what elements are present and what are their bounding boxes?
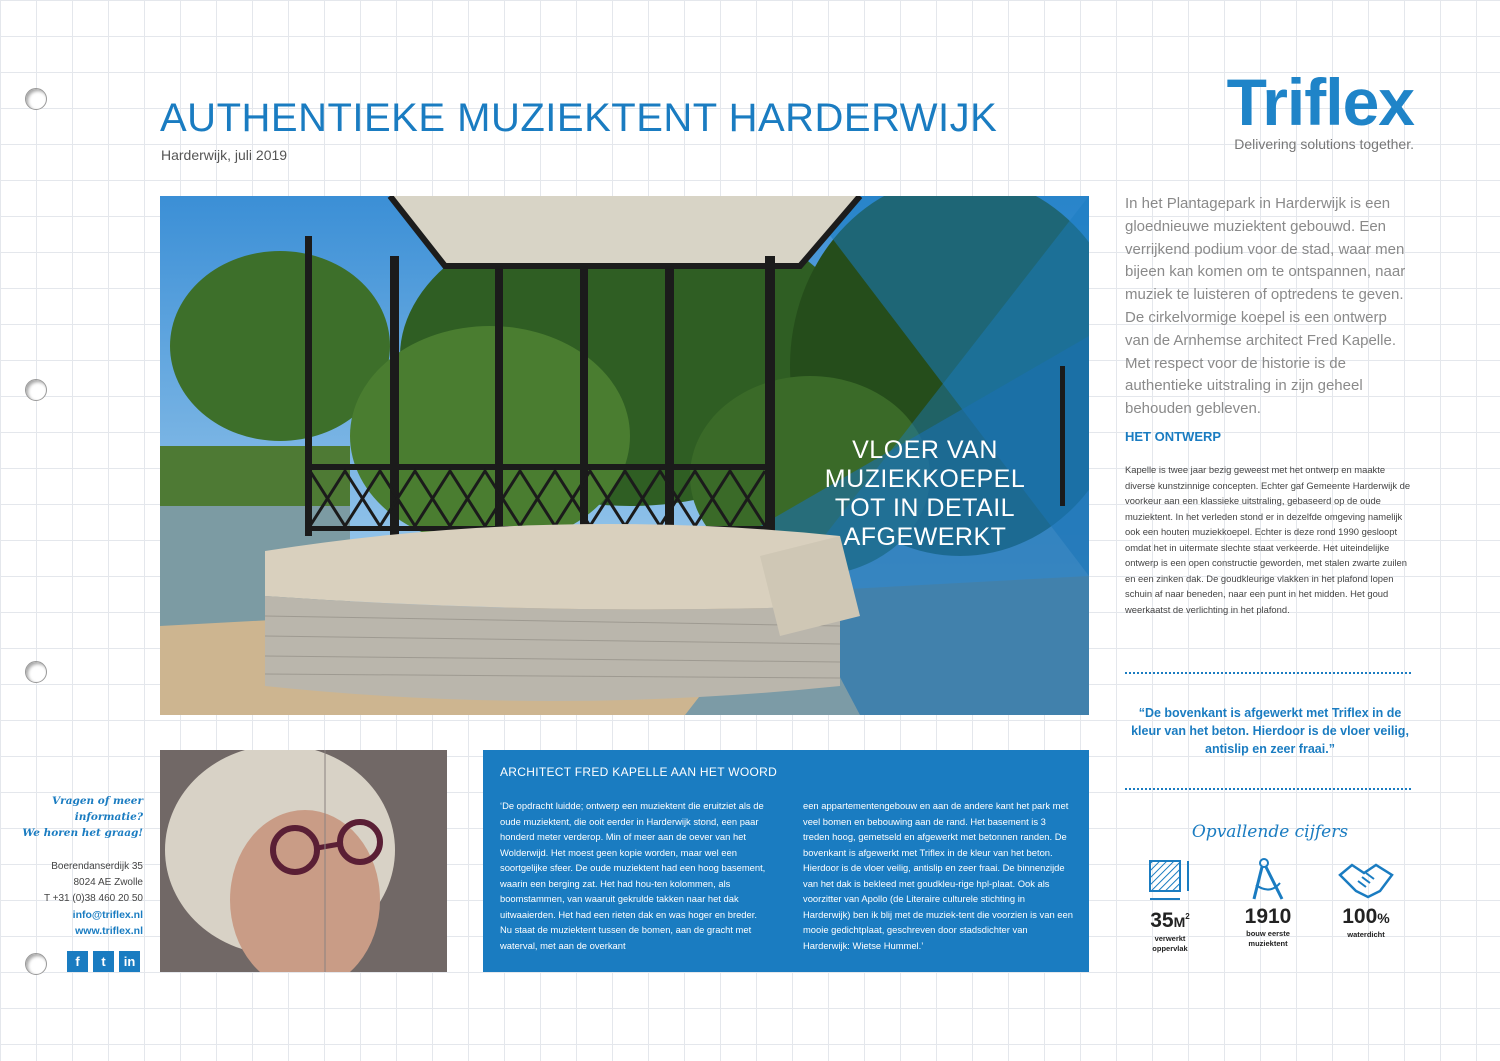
design-body: Kapelle is twee jaar bezig geweest met het ontwerp en maakte diverse kunstzinnige concepten. Echter gaf Gemeente Harderwijk de voorkeur aan een klassieke uitstraling, gebaseerd op de oude muziektent. In het verleden stond er in dezelfde omgeving namelijk ook een houten muziekkoepel. Echter is deze rond 1990 gesloopt omdat het in uitermate slechte staat verkeerde. Het uiteindelijke ontwerp is een open constructie geworden, met stalen zwarte zuilen en een zinken dak. De goudkleurige vlakken in het plafond lopen schuin af naar beneden, naar een punt in het midden. Het goud weerkaatst de verlichting in het plafond.: [1125, 464, 1411, 615]
compass-icon: [1242, 855, 1294, 903]
contact-question-line: Vragen of meer: [52, 795, 143, 807]
architect-text-col1: ‘De opdracht luidde; ontwerp een muziektent die eruitziet als de oude muziektent, die ooit eerder in Harderwijk stond, een paar honderd meter verderop. Min of meer aan de oever van het Wolderwijd. Het moest geen kopie worden, maar wel een soortgelijke sfeer. De oude muziektent had een hoog basement, waarin een berging zat. Het had hou-ten kolommen, als boomstammen, van waaruit gekrulde takken naar het dak uitwaaierden. Het had een rieten dak en was hoger en breder. Nu staat de muziektent tussen de bomen, aan de gracht met waterval, met aan de overkant: [500, 800, 766, 951]
design-heading: HET ONTWERP: [1125, 429, 1222, 444]
portrait-illustration: [160, 750, 447, 972]
contact-question-line: We horen het graag!: [22, 827, 143, 839]
architect-text-col2: een appartementengebouw en aan de andere kant het park met veel bomen en bebouwing aan de rand. Het basement is 3 treden hoog, gemetseld en afgewerkt met betonnen randen. De bovenkant is afgewerkt met Triflex in de kleur van het beton. Hierdoor is de vloer veilig, antislip en zeer fraai. De binnenzijde van het dak is bekleed met goudkleu-rige hpl-plaat. Ook als voorzitter van Apollo (de Literaire culturele stichting in Harderwijk) ben ik blij met de muziek-tent die voorzien is van een mooie gedichtplaat, geschreven door stadsdichter van Harderwijk: Wietse Hummel.’: [803, 800, 1073, 951]
logo-tagline: Delivering solutions together.: [1234, 136, 1414, 152]
logo-wordmark: Triflex: [1226, 65, 1414, 139]
address-street: Boerendanserdijk 35: [51, 861, 143, 872]
intro-text: In het Plantagepark in Harderwijk is een gloednieuwe muziektent gebouwd. Een verrijkend podium voor de stad, waar men bijeen kan komen om te ontspannen, naar muziek te luisteren of optredens te geven. De cirkelvormige koepel is een ontwerp van de Arnhemse architect Fred Kapelle. Met respect voor de historie is de authentieke uitstraling in zijn geheel behouden gebleven.: [1125, 195, 1406, 418]
page-title: AUTHENTIEKE MUZIEKTENT HARDERWIJK: [160, 96, 998, 140]
twitter-icon[interactable]: t: [93, 951, 114, 972]
contact-address: [20, 859, 143, 939]
dotted-divider: [1125, 788, 1411, 790]
hero-caption: VLOER VAN MUZIEKKOEPEL TOT IN DETAIL AFGEWERKT: [824, 436, 1026, 551]
binder-hole: [25, 661, 47, 683]
handshake-icon: [1336, 855, 1396, 903]
binder-hole: [25, 953, 47, 975]
architect-box: [483, 750, 1089, 972]
pull-quote: “De bovenkant is afgewerkt met Triflex in de kleur van het beton. Hierdoor is de vloer veilig, antislip en zeer fraai.”: [1131, 706, 1409, 756]
stat-waterproof: [1321, 855, 1411, 940]
stat-value: 100%: [1342, 905, 1390, 928]
binder-hole: [25, 379, 47, 401]
architect-portrait: [160, 750, 447, 972]
contact-question: [20, 793, 143, 841]
stat-value: $35M^2$: [1150, 909, 1190, 932]
stat-label: bouw eerste: [1246, 929, 1290, 938]
email-link[interactable]: info@triflex.nl: [72, 909, 143, 921]
architect-heading: ARCHITECT FRED KAPELLE AAN HET WOORD: [500, 765, 778, 779]
phone-number: T +31 (0)38 460 20 50: [43, 893, 143, 904]
social-links: [67, 951, 140, 972]
stat-value: 1910: [1244, 905, 1292, 928]
page-subtitle: Harderwijk, juli 2019: [161, 147, 288, 163]
stat-year: [1223, 855, 1313, 949]
contact-block: [20, 793, 143, 939]
stat-label: verwerkt: [1154, 934, 1186, 943]
website-link[interactable]: www.triflex.nl: [75, 925, 143, 937]
linkedin-icon[interactable]: in: [119, 951, 140, 972]
binder-hole: [25, 88, 47, 110]
address-city: 8024 AE Zwolle: [73, 877, 143, 888]
stat-label: muziektent: [1248, 939, 1288, 948]
dotted-divider: [1125, 672, 1411, 674]
stat-label: waterdicht: [1347, 930, 1385, 939]
hero-photo: [160, 196, 1089, 715]
stats-heading: Opvallende cijfers: [1191, 822, 1349, 842]
area-icon: [1144, 855, 1196, 903]
contact-question-line: informatie?: [74, 811, 143, 823]
stat-area: [1125, 855, 1215, 954]
facebook-icon[interactable]: f: [67, 951, 88, 972]
stat-label: oppervlak: [1152, 944, 1188, 953]
triflex-logo: [1214, 66, 1414, 152]
